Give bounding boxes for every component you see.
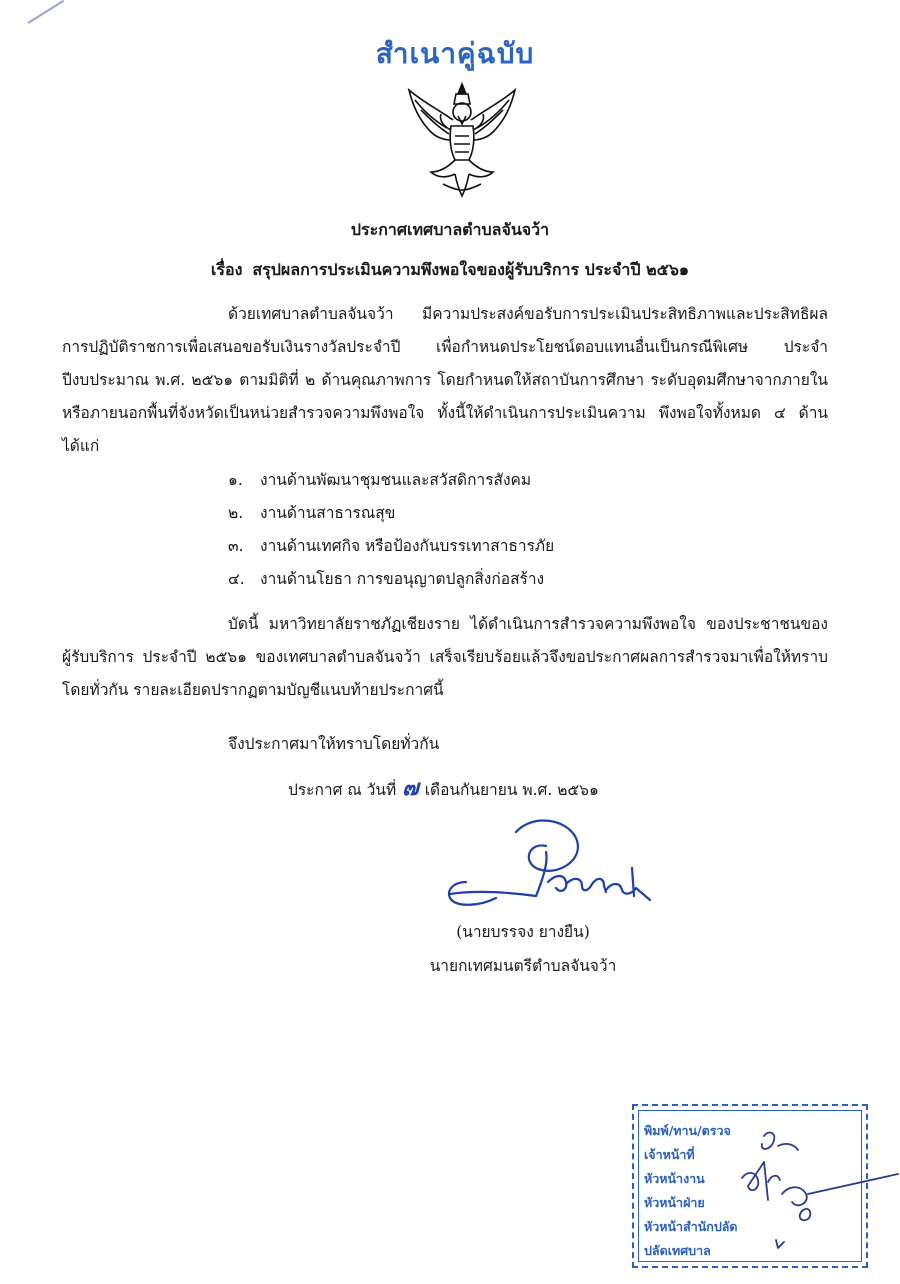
body-paragraph-2: บัดนี้ มหาวิทยาลัยราชภัฏเชียงราย ได้ดำเนินการสำรวจความพึงพอใจ ของประชาชนของผู้รับบริการ ประจำปี ๒๕๖๑ ของเทศบาลตำบลจันจว้า เสร็จเรียบร้อยแล้วจึงขอประกาศผลการสำรวจมาเพื่อให้ทราบโดยทั่วกัน รายละเอียดปรากฏตามบัญชีแนบท้ายประกาศนี้ bbox=[62, 615, 828, 699]
routing-row: พิมพ์/ทาน/ตรวจ bbox=[644, 1123, 731, 1138]
list-item-text: งานด้านพัฒนาชุมชนและสวัสดิการสังคม bbox=[260, 471, 532, 489]
subject-text: สรุปผลการประเมินความพึงพอใจของผู้รับบริการ ประจำปี ๒๕๖๑ bbox=[252, 260, 690, 279]
routing-row: ปลัดเทศบาล bbox=[644, 1243, 711, 1258]
list-item-text: งานด้านเทศกิจ หรือป้องกันบรรเทาสาธารภัย bbox=[260, 537, 555, 555]
list-item-text: งานด้านโยธา การขอนุญาตปลูกสิ่งก่อสร้าง bbox=[260, 570, 545, 588]
signer-name: (นายบรรจง ยางยืน) bbox=[456, 923, 590, 941]
body-paragraph-1: ด้วยเทศบาลตำบลจันจว้า มีความประสงค์ขอรับการประเมินประสิทธิภาพและประสิทธิผลการปฏิบัติราชการเพื่อเสนอขอรับเงินรางวัลประจำปี เพื่อกำหนดประโยชน์ตอบแทนอื่นเป็นกรณีพิเศษ ประจำปีงบประมาณ พ.ศ. ๒๕๖๑ ตามมิติที่ ๒ ด้านคุณภาพการ โดยกำหนดให้สถาบันการศึกษา ระดับอุดมศึกษาจากภายในหรือภายนอกพื้นที่จังหวัดเป็นหน่วยสำรวจความพึงพอใจ ทั้งนี้ให้ดำเนินการประเมินความ พึงพอใจทั้งหมด ๔ ด้าน ได้แก่ bbox=[62, 305, 828, 455]
list-item-number: ๔. bbox=[228, 570, 245, 588]
list-item bbox=[228, 530, 554, 563]
subject-label: เรื่อง bbox=[210, 260, 243, 279]
copy-stamp: สำเนาคู่ฉบับ bbox=[375, 37, 535, 70]
announcement-title: ประกาศเทศบาลตำบลจันจว้า bbox=[350, 220, 550, 239]
list-item bbox=[228, 563, 554, 596]
date-prefix: ประกาศ ณ วันที่ bbox=[288, 781, 397, 799]
routing-row: หัวหน้างาน bbox=[644, 1171, 705, 1186]
list-item-number: ๒. bbox=[228, 504, 244, 522]
assessment-list bbox=[228, 464, 554, 596]
date-day: ๗ bbox=[402, 776, 419, 801]
garuda-emblem-icon bbox=[403, 80, 521, 198]
list-item-number: ๑. bbox=[228, 471, 243, 489]
signature-icon bbox=[436, 812, 676, 922]
list-item-number: ๓. bbox=[228, 537, 244, 555]
list-item bbox=[228, 497, 554, 530]
routing-row: เจ้าหน้าที่ bbox=[644, 1147, 695, 1162]
scan-mark bbox=[27, 0, 64, 24]
signer-title: นายกเทศมนตรีตำบลจันจว้า bbox=[429, 957, 617, 975]
routing-row: หัวหน้าฝ่าย bbox=[644, 1195, 705, 1210]
list-item-text: งานด้านสาธารณสุข bbox=[260, 504, 396, 522]
date-line bbox=[288, 772, 599, 807]
body-paragraph-3: จึงประกาศมาให้ทราบโดยทั่วกัน bbox=[228, 735, 440, 753]
initials-scribble-icon bbox=[738, 1122, 900, 1252]
date-suffix: เดือนกันยายน พ.ศ. ๒๕๖๑ bbox=[424, 781, 599, 799]
announcement-subject bbox=[0, 258, 900, 283]
list-item bbox=[228, 464, 554, 497]
routing-row: หัวหน้าสำนักปลัด bbox=[644, 1219, 738, 1234]
